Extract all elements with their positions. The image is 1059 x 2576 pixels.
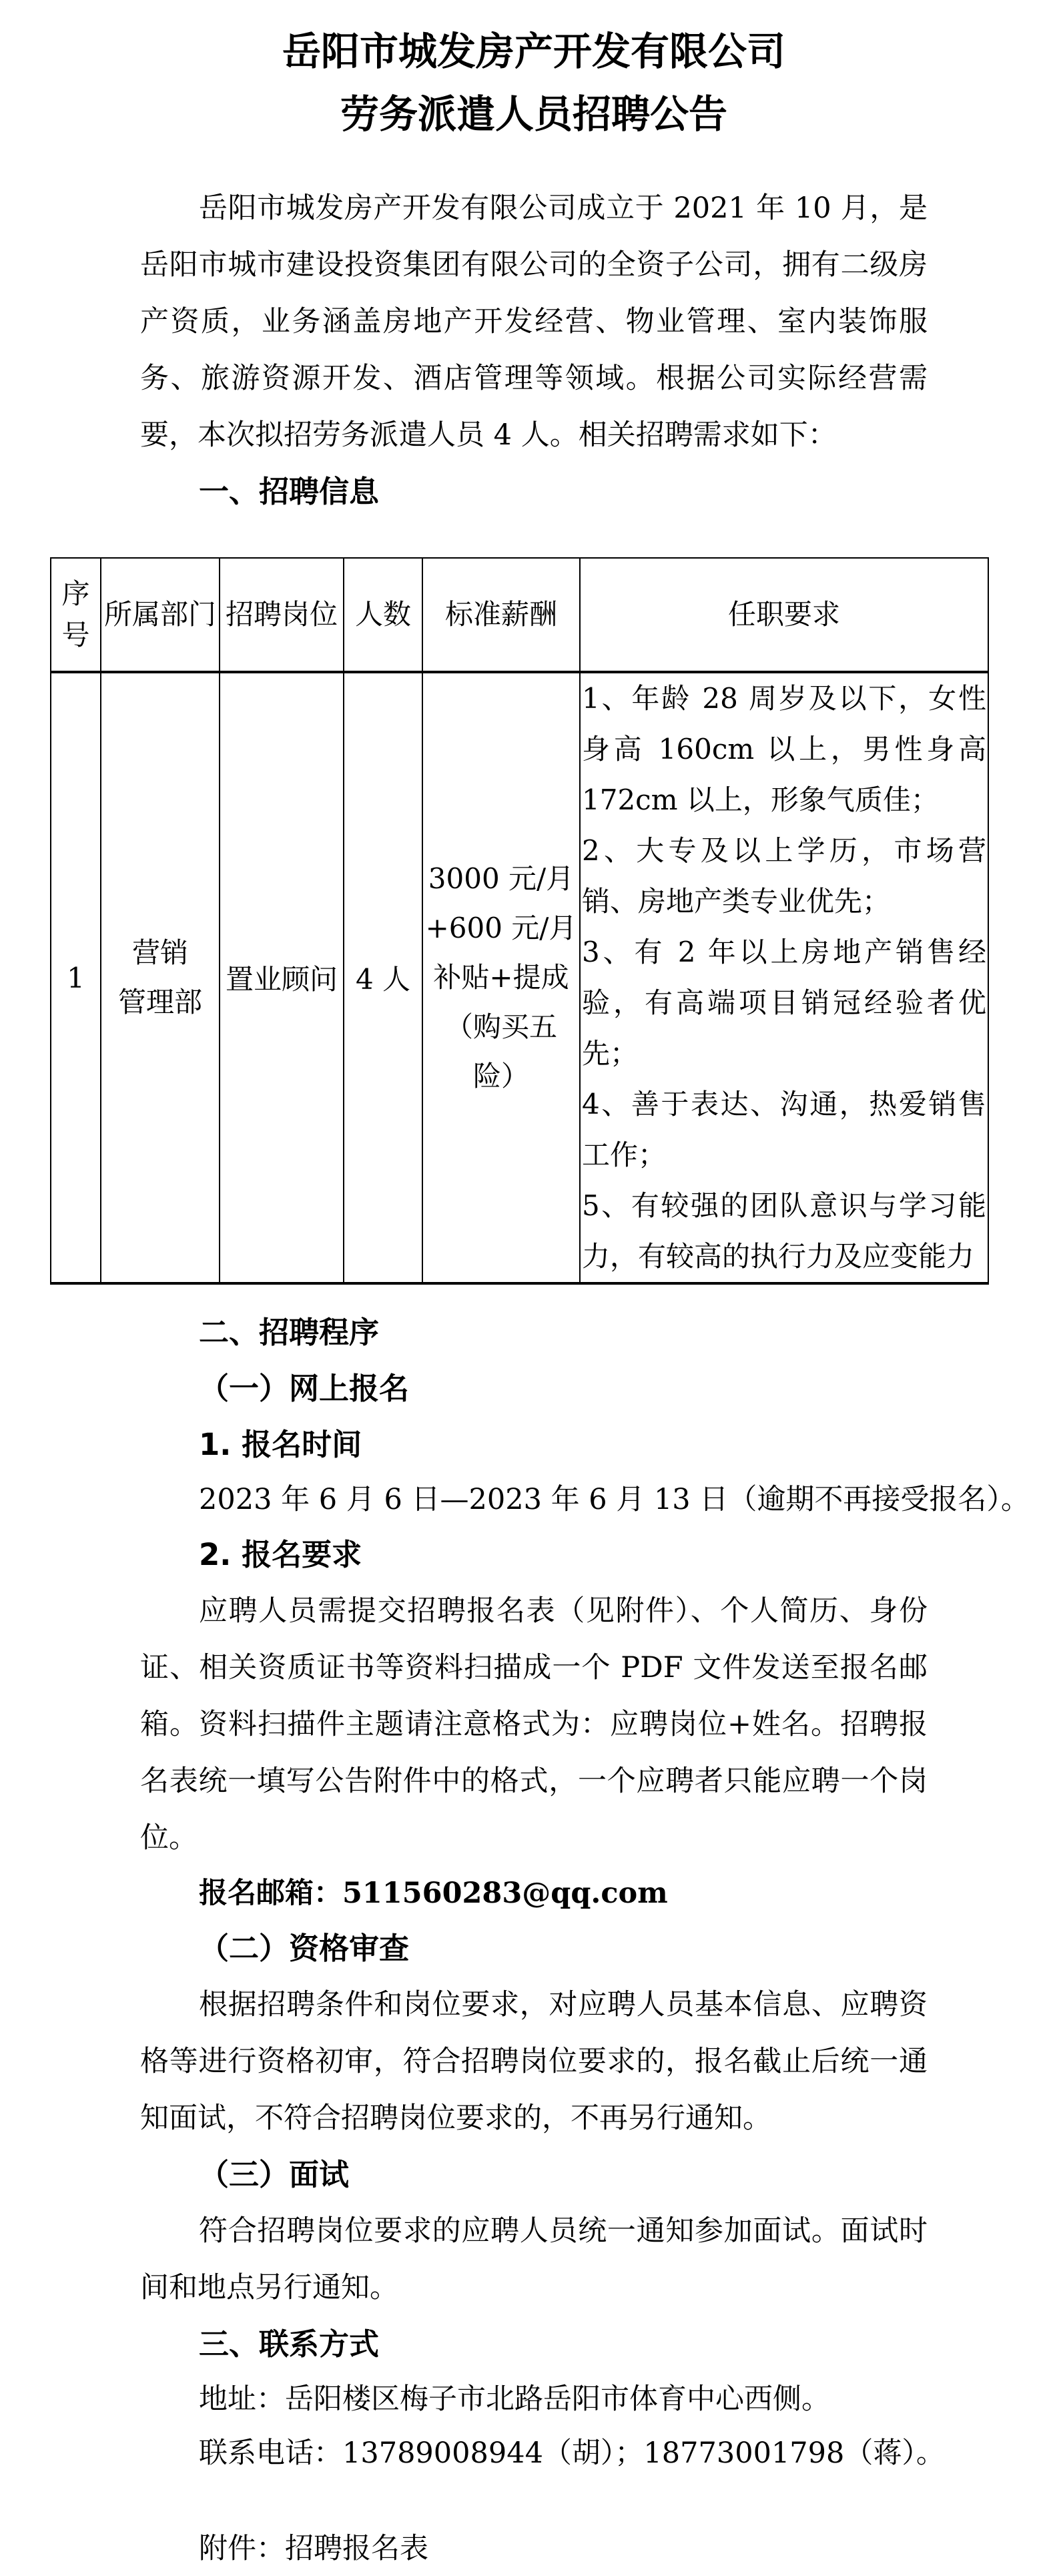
- registration-time-text: 2023 年 6 月 6 日—2023 年 6 月 13 日（逾期不再接受报名）。: [199, 1483, 1030, 1516]
- intro-paragraph: 岳阳市城发房产开发有限公司成立于 2021 年 10 月，是岳阳市城市建设投资集团有限公司的全资子公司，拥有二级房产资质，业务涵盖房地产开发经营、物业管理、室内装饰服务、旅游资源开发、酒店管理等领域。根据公司实际经营需要，本次拟招劳务派遣人员 4 人。相关招聘需求如下：: [140, 192, 928, 452]
- registration-requirements-text: 应聘人员需提交招聘报名表（见附件）、个人简历、身份证、相关资质证书等资料扫描成一个 PDF 文件发送至报名邮箱。资料扫描件主题请注意格式为：应聘岗位+姓名。招聘报名表统一填写公告附件中的格式，一个应聘者只能应聘一个岗位。: [140, 1594, 928, 1855]
- page-title: [140, 20, 928, 145]
- attachment-line: 附件：招聘报名表: [199, 2532, 428, 2565]
- qualification-review-text: 根据招聘条件和岗位要求，对应聘人员基本信息、应聘资格等进行资格初审，符合招聘岗位要求的，报名截止后统一通知面试，不符合招聘岗位要求的，不再另行通知。: [140, 1988, 928, 2135]
- table-header-row: [51, 558, 988, 672]
- recruitment-table: [50, 557, 989, 1285]
- subsection-interview-heading: （三）面试: [199, 2157, 350, 2192]
- subsection-qualification-review-heading: （二）资格审查: [199, 1931, 410, 1966]
- header-headcount: 人数: [344, 558, 422, 672]
- section-3-heading: 三、联系方式: [199, 2326, 380, 2362]
- header-requirements: 任职要求: [580, 558, 988, 672]
- cell-position: 置业顾问: [220, 672, 344, 1283]
- address-line: 地址：岳阳楼区梅子市北路岳阳市体育中心西侧。: [199, 2382, 830, 2416]
- item-registration-requirements-heading: 2. 报名要求: [199, 1537, 362, 1572]
- cell-requirements: 1、年龄 28 周岁及以下，女性身高 160cm 以上，男性身高 172cm 以上，形象气质佳； 2、大专及以上学历，市场营销、房地产类专业优先； 3、有 2 年以上房地产销售经验，有高端项目销冠经验者优先； 4、善于表达、沟通，热爱销售工作； 5、有较强的团队意识与学习能力，有较高的执行力及应变能力: [580, 672, 988, 1283]
- table-row: [51, 672, 988, 1283]
- page-title-line-2: 劳务派遣人员招聘公告: [340, 91, 727, 137]
- page-title-line-1: 岳阳市城发房产开发有限公司: [282, 29, 785, 74]
- subsection-online-registration-heading: （一）网上报名: [199, 1371, 410, 1406]
- header-salary: 标准薪酬: [422, 558, 580, 672]
- recruitment-table-header: [51, 558, 988, 672]
- section-2-heading: 二、招聘程序: [199, 1315, 380, 1350]
- phone-line: 联系电话：13789008944（胡）；18773001798（蒋）。: [199, 2437, 945, 2470]
- item-registration-time-heading: 1. 报名时间: [199, 1427, 362, 1462]
- cell-serial-number: 1: [51, 672, 101, 1283]
- cell-department: 营销 管理部: [101, 672, 220, 1283]
- header-serial-number: 序号: [51, 558, 101, 672]
- interview-text: 符合招聘岗位要求的应聘人员统一通知参加面试。面试时间和地点另行通知。: [140, 2214, 928, 2304]
- registration-email-line: 报名邮箱：511560283@qq.com: [199, 1877, 668, 1910]
- cell-headcount: 4 人: [344, 672, 422, 1283]
- recruitment-table-body: [51, 672, 988, 1283]
- header-department: 所属部门: [101, 558, 220, 672]
- header-position: 招聘岗位: [220, 558, 344, 672]
- cell-salary: 3000 元/月 +600 元/月 补贴+提成 （购买五险）: [422, 672, 580, 1283]
- section-1-heading: 一、招聘信息: [199, 474, 380, 509]
